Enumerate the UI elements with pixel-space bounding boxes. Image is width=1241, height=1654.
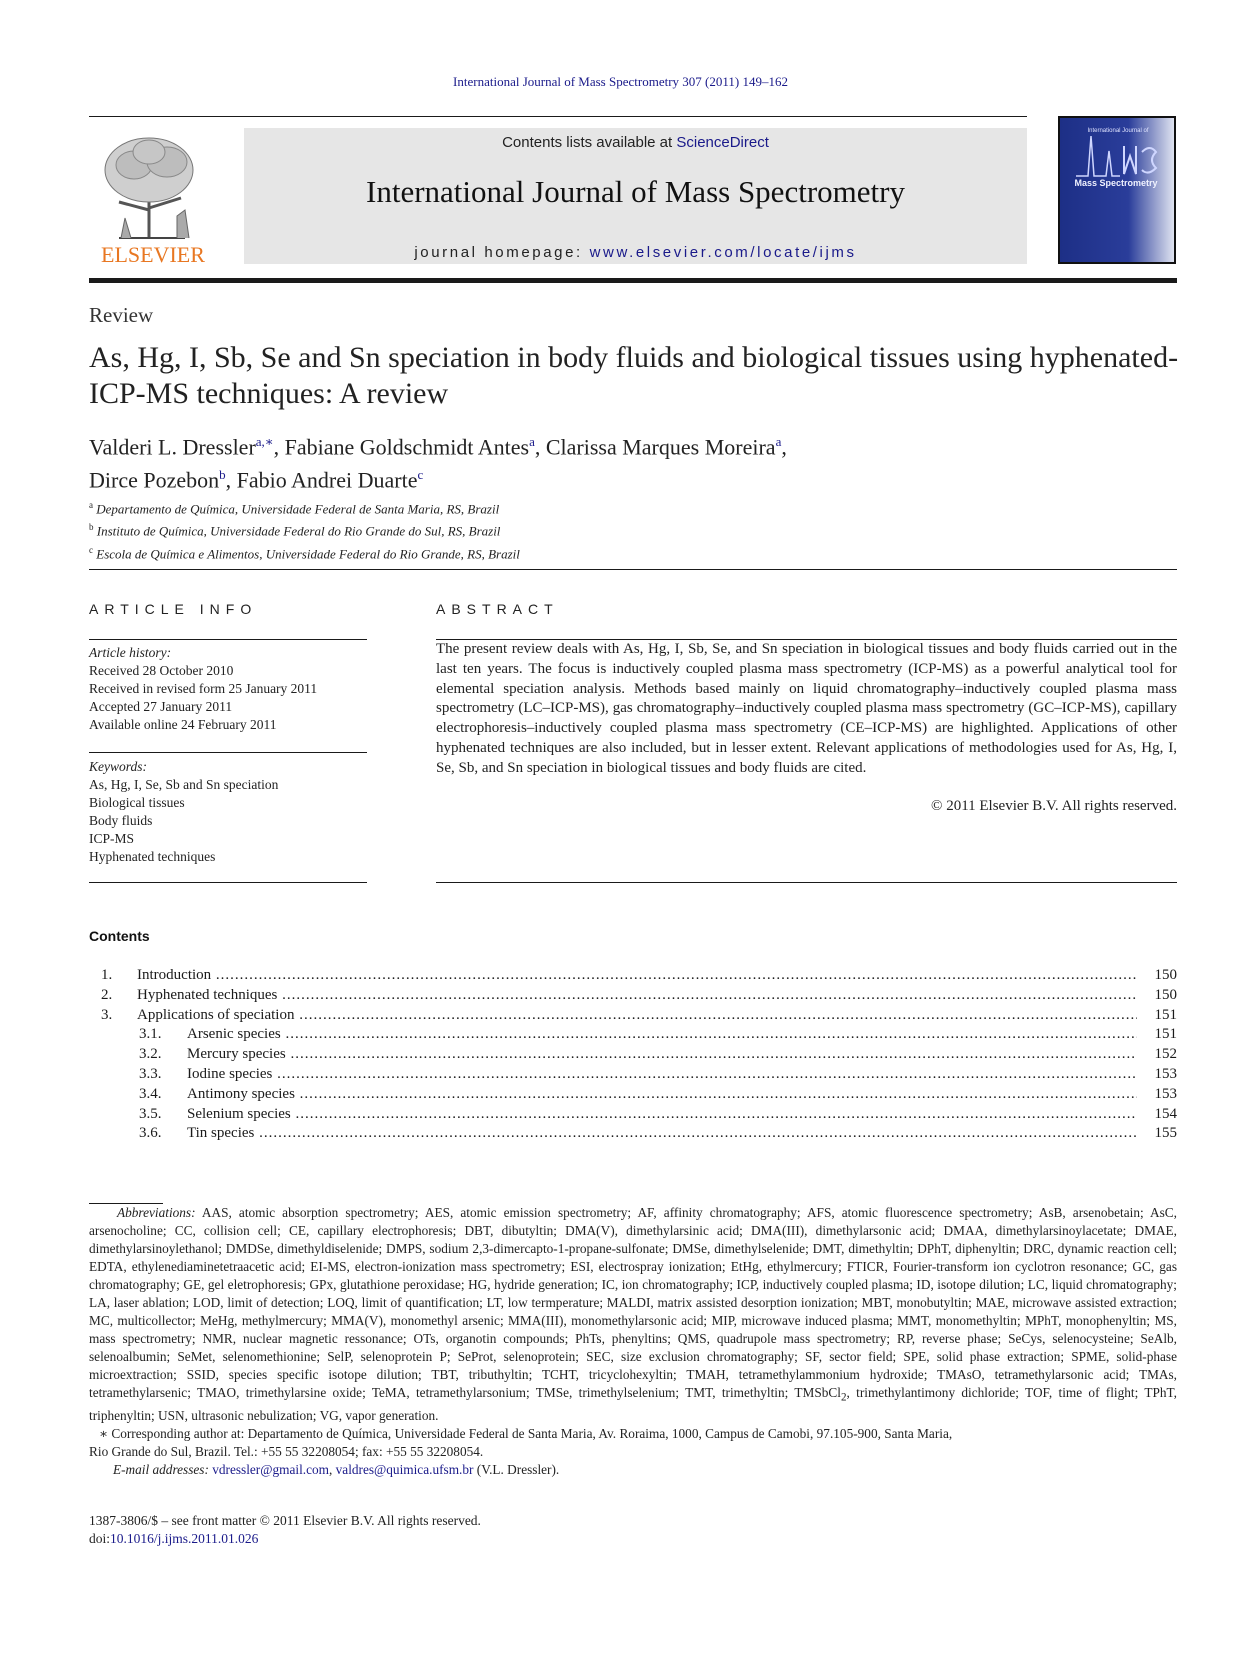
author-affiliation-mark[interactable]: b	[219, 467, 226, 483]
email-suffix: (V.L. Dressler).	[473, 1461, 560, 1477]
toc-entry[interactable]	[89, 1105, 1177, 1125]
abbreviations-footnote	[89, 1204, 1177, 1425]
abstract-bottom-rule	[436, 882, 1177, 883]
author-name[interactable]: Fabio Andrei Duarte	[236, 467, 418, 493]
author-list	[89, 428, 1089, 495]
abbreviations-label: Abbreviations:	[117, 1205, 196, 1220]
author-name[interactable]: Dirce Pozebon	[89, 467, 220, 493]
email-link-2[interactable]: valdres@quimica.ufsm.br	[335, 1461, 474, 1477]
toc-page: 155	[1154, 1125, 1177, 1142]
keyword-item: Body fluids	[89, 813, 153, 828]
toc-number: 3.2.	[139, 1046, 162, 1063]
cover-title: Mass Spectrometry	[1074, 178, 1158, 188]
email-link-1[interactable]: vdressler@gmail.com	[212, 1461, 329, 1477]
author-name[interactable]: Fabiane Goldschmidt Antes	[284, 434, 530, 460]
keywords-block	[89, 758, 278, 866]
toc-entry[interactable]	[89, 1025, 1177, 1045]
author-name[interactable]: Valderi L. Dressler	[89, 434, 256, 460]
author-separator: ,	[225, 467, 237, 493]
journal-cover-icon	[1058, 116, 1176, 264]
toc-page: 153	[1154, 1085, 1177, 1102]
front-matter	[89, 1512, 481, 1548]
toc-title[interactable]: Antimony species .....	[187, 1085, 1137, 1105]
journal-citation[interactable]: International Journal of Mass Spectrometry 307 (2011) 149–162	[453, 74, 788, 89]
toc-title[interactable]: Selenium species .....	[187, 1105, 1137, 1125]
toc-number: 3.3.	[139, 1065, 162, 1082]
affiliation-item	[89, 518, 520, 540]
toc-entry[interactable]	[89, 1065, 1177, 1085]
toc-entry[interactable]	[89, 1006, 1177, 1026]
toc-entry[interactable]	[89, 1045, 1177, 1065]
keyword-item: As, Hg, I, Se, Sb and Sn speciation	[89, 777, 279, 792]
toc-title[interactable]: Tin species .....	[187, 1124, 1137, 1144]
toc-number: 1.	[101, 967, 113, 983]
affiliation-key: a	[89, 500, 93, 510]
author-affiliation-mark[interactable]: a,∗	[255, 434, 274, 449]
homepage-url-link[interactable]: www.elsevier.com/locate/ijms	[589, 244, 857, 261]
author-affiliation-mark[interactable]: a	[529, 434, 535, 449]
toc-title[interactable]: Arsenic species .....	[187, 1025, 1137, 1045]
table-of-contents	[89, 966, 1177, 1144]
toc-page: 153	[1154, 1065, 1177, 1082]
affiliation-list	[89, 496, 520, 563]
toc-page: 151	[1154, 1006, 1177, 1023]
toc-title[interactable]: Introduction .....	[137, 966, 1137, 986]
article-info-bottom-rule	[89, 882, 367, 883]
journal-homepage-line	[244, 244, 1027, 261]
toc-number: 3.1.	[139, 1026, 162, 1043]
history-revised: Received in revised form 25 January 2011	[89, 681, 318, 696]
affiliation-item	[89, 496, 520, 518]
toc-number: 3.6.	[139, 1125, 162, 1142]
toc-entry[interactable]	[89, 966, 1177, 986]
author-separator: ,	[534, 434, 546, 460]
toc-number: 3.5.	[139, 1105, 162, 1122]
issn-line: 1387-3806/$ – see front matter © 2011 Elsevier B.V. All rights reserved.	[89, 1513, 481, 1528]
author-separator: ,	[781, 434, 787, 460]
article-history	[89, 644, 317, 734]
homepage-label: journal homepage:	[414, 244, 590, 261]
toc-entry[interactable]	[89, 1085, 1177, 1105]
toc-page: 150	[1154, 967, 1177, 983]
toc-number: 3.4.	[139, 1085, 162, 1102]
affiliation-key: c	[89, 544, 93, 555]
cover-kicker: International Journal of	[1087, 128, 1149, 134]
doi-line	[89, 1530, 481, 1548]
toc-entry[interactable]	[89, 986, 1177, 1006]
toc-page: 150	[1154, 986, 1177, 1003]
affiliation-text: Departamento de Química, Universidade Federal de Santa Maria, RS, Brazil	[96, 501, 500, 517]
abbreviations-tail-pre: TMSbCl	[794, 1385, 841, 1400]
toc-page: 152	[1154, 1046, 1177, 1063]
corresponding-author-line-2: Rio Grande do Sul, Brazil. Tel.: +55 55 32208054; fax: +55 55 32208054.	[89, 1443, 484, 1459]
author-separator: ,	[273, 434, 285, 460]
toc-number: 3.	[101, 1006, 113, 1023]
keywords-rule	[89, 752, 367, 753]
article-info-heading: ARTICLE INFO	[89, 601, 258, 617]
author-affiliation-mark[interactable]: a	[775, 434, 782, 449]
history-online: Available online 24 February 2011	[89, 717, 277, 732]
toc-number: 2.	[101, 986, 113, 1003]
keyword-item: Hyphenated techniques	[89, 849, 216, 864]
elsevier-tree-icon	[89, 130, 217, 270]
header-top-rule	[89, 116, 1027, 117]
author-name[interactable]: Clarissa Marques Moreira	[545, 434, 776, 460]
footnotes	[89, 1204, 1177, 1479]
affiliation-text: Escola de Química e Alimentos, Universidade Federal do Rio Grande, RS, Brazil	[96, 545, 520, 561]
keyword-item: Biological tissues	[89, 795, 185, 810]
article-info-rule	[89, 639, 367, 640]
email-label: E-mail addresses:	[113, 1461, 209, 1477]
toc-title[interactable]: Applications of speciation .....	[137, 1006, 1137, 1026]
email-footnote	[89, 1461, 1177, 1479]
keywords-label: Keywords:	[89, 759, 147, 774]
toc-entry[interactable]	[89, 1124, 1177, 1144]
journal-name: International Journal of Mass Spectrometry	[366, 174, 905, 209]
article-type: Review	[89, 303, 154, 327]
affiliation-item	[89, 541, 520, 563]
email-separator: ,	[328, 1461, 336, 1477]
abbreviations-tail-post: , trimethylantimony dichloride; TOF, time of flight; TPhT, triphenyltin; USN, ultrasonic nebulization; VG, vapor generation.	[89, 1385, 1177, 1423]
journal-cover-thumbnail[interactable]	[1058, 116, 1176, 264]
affiliation-text: Instituto de Química, Universidade Federal do Rio Grande do Sul, RS, Brazil	[96, 523, 501, 539]
elsevier-wordmark: ELSEVIER	[101, 242, 205, 267]
abstract-copyright: © 2011 Elsevier B.V. All rights reserved.	[931, 798, 1177, 814]
abstract-text: The present review deals with As, Hg, I, Sb, Se, and Sn speciation in biological tissues and body fluids carried out in the last ten years. The focus is inductively coupled plasma mass spectrometry (ICP-MS) as a powerful analytical tool for elemental speciation analysis. Methods based mainly on liquid chromatography–inductively coupled plasma mass spectrometry (LC–ICP-MS), gas chromatography–inductively coupled plasma mass spectrometry (GC–ICP-MS), capillary electrophoresis–inductively coupled plasma mass spectrometry (CE–ICP-MS) are highlighted. Applications of other hyphenated techniques are also included, but in lesser extent. Relevant applications of methodologies used for As, Hg, I, Se, Sb, and Sn speciation in biological tissues and body fluids are cited.	[436, 641, 1177, 776]
affiliation-key: b	[89, 522, 94, 533]
header-bottom-rule	[89, 278, 1177, 283]
toc-page: 151	[1154, 1026, 1177, 1043]
toc-page: 154	[1154, 1105, 1177, 1122]
contents-title: Contents	[89, 928, 150, 944]
affiliation-divider	[89, 569, 1177, 570]
contents-available-line	[244, 134, 1027, 151]
sciencedirect-link[interactable]: ScienceDirect	[676, 134, 769, 151]
abstract-heading: ABSTRACT	[436, 601, 559, 617]
article-history-label: Article history:	[89, 645, 172, 660]
doi-prefix: doi:	[89, 1531, 111, 1546]
keyword-item: ICP-MS	[89, 831, 135, 846]
doi-link[interactable]: 10.1016/j.ijms.2011.01.026	[110, 1531, 259, 1546]
toc-title[interactable]: Hyphenated techniques .....	[137, 986, 1137, 1006]
toc-title[interactable]: Iodine species .....	[187, 1065, 1137, 1085]
abbreviations-tail-sub: 2	[840, 1391, 847, 1404]
history-accepted: Accepted 27 January 2011	[89, 699, 233, 714]
contents-available-prefix: Contents lists available at	[502, 134, 677, 151]
abbreviations-text: AAS, atomic absorption spectrometry; AES, atomic emission spectrometry; AF, affinity chromatography; AFS, atomic fluorescence spectrometry; AsB, arsenobetain; AsC, arsenocholine; CC, collision cell; CE, capillary electrophoresis; DBT, dibutyltin; DMA(V), dimethylarsinic acid; DMA(III), dimethylarsonic acid; DMAA, dimethylarsinoylacetate; DMAE, dimethylarsinoylethanol; DMDSe, dimethyldiselenide; DMPS, sodium 2,3-dimercapto-1-propane-sulfonate; DMSe, dimethylselenide; DMT, dimethyltin; DPhT, diphenyltin; DRC, dynamic reaction cell; EDTA, ethylenediaminetetraacetic acid; EI-MS, electron-ionization mass spectrometry; ESI, electrospray ionization; EtHg, ethylmercury; FTICR, Fourier-transform ion cyclotron resonance; GC, gas chromatography; GE, gel eletrophoresis; GPx, glutathione peroxidase; HG, hydride generation; IC, ion chromatography; ICP, inductively coupled plasma; ID, isotope dilution; LC, liquid chromatography; LA, laser ablation; LOD, limit of detection; LOQ, limit of quantification; LT, low termperature; MALDI, matrix assisted desorption ionization; MBT, monobutyltin; MAE, microwave assisted extraction; MC, multicollector; MeHg, methylmercury; MMA(V), monomethyl arsenic; MMA(III), monomethylarsonic acid; MIP, microwave induced plasma; MMT, monomethyltin; MPhT, monophenyltin; MS, mass spectrometry; NMR, nuclear magnetic ressonance; OTs, organotin compounds; PhTs, phenyltins; QMS, quadrupole mass spectrometry; RP, reverse phase; SeCys, selenocysteine; SeAlb, selenoalbumin; SeMet, selenomethionine; SelP, selenoprotein P; SeProt, selenoprotein; SEC, size exclusion chromatography; SF, sector field; SPE, solid phase extraction; SPME, solid-phase microextraction; SSID, species specific isotope dilution; TBT, tributhyltin; TCHT, tricyclohexyltin; TMAH, tetramethylammonium hydroxide; TMAsO, tetramethylarsonic acid; TMAs, tetramethylarsenic; TMAO, trimethylarsine oxide; TeMA, tetramethylarsonium; TMSe, trimethylselenium; TMT, trimethyltin;	[89, 1205, 1177, 1400]
journal-header-band	[244, 128, 1027, 264]
elsevier-logo[interactable]	[89, 130, 217, 270]
article-title: As, Hg, I, Sb, Se and Sn speciation in body fluids and biological tissues using hyphenated-ICP-MS techniques: A review	[89, 341, 1179, 410]
history-received: Received 28 October 2010	[89, 663, 234, 678]
toc-title[interactable]: Mercury species .....	[187, 1045, 1137, 1065]
author-affiliation-mark[interactable]: c	[417, 467, 424, 483]
corresponding-author-line-1: ∗ Corresponding author at: Departamento de Química, Universidade Federal de Santa Maria, Av. Roraima, 1000, Campus de Camobi, 97.105-900, Santa Maria,	[99, 1425, 953, 1441]
